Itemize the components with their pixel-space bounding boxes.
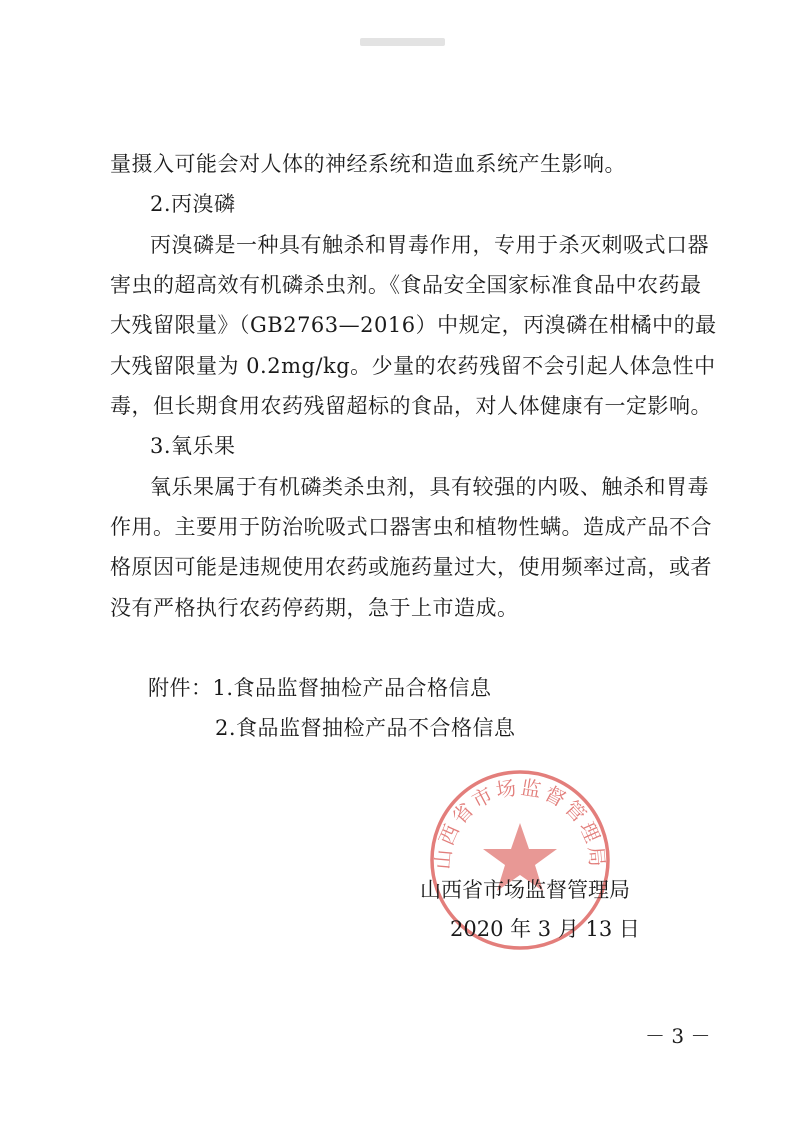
attachments-label: 附件： bbox=[148, 676, 213, 700]
paragraph-line: 害虫的超高效有机磷杀虫剂。《食品安全国家标准食品中农药最 bbox=[110, 273, 702, 297]
page-number: － 3 － bbox=[645, 1024, 711, 1048]
section-heading: 3.氧乐果 bbox=[150, 434, 236, 458]
paragraph-line: 作用。主要用于防治吮吸式口器害虫和植物性螨。造成产品不合 bbox=[110, 515, 712, 539]
paragraph-line: 没有严格执行农药停药期，急于上市造成。 bbox=[110, 596, 519, 620]
top-scan-mark bbox=[360, 38, 445, 46]
paragraph-line: 大残留限量为 0.2mg/kg。少量的农药残留不会引起人体急性中 bbox=[110, 354, 716, 378]
issuing-organization: 山西省市场监督管理局 bbox=[420, 878, 630, 902]
paragraph-line: 量摄入可能会对人体的神经系统和造血系统产生影响。 bbox=[110, 152, 626, 176]
seal-text: 山西省市场监督管理局 bbox=[430, 775, 610, 871]
attachment-item: 1.食品监督抽检产品合格信息 bbox=[212, 676, 492, 700]
paragraph-line: 大残留限量》（GB2763—2016）中规定，丙溴磷在柑橘中的最 bbox=[110, 313, 717, 337]
paragraph-line: 氧乐果属于有机磷类杀虫剂，具有较强的内吸、触杀和胃毒 bbox=[150, 475, 709, 499]
attachment-item: 2.食品监督抽检产品不合格信息 bbox=[215, 716, 516, 740]
paragraph-line: 毒，但长期食用农药残留超标的食品，对人体健康有一定影响。 bbox=[110, 394, 712, 418]
paragraph-line: 丙溴磷是一种具有触杀和胃毒作用，专用于杀灭刺吸式口器 bbox=[150, 233, 709, 257]
issue-date: 2020 年 3 月 13 日 bbox=[450, 917, 640, 941]
paragraph-line: 格原因可能是违规使用农药或施药量过大，使用频率过高，或者 bbox=[110, 555, 712, 579]
attachments-block bbox=[148, 674, 492, 702]
section-heading: 2.丙溴磷 bbox=[150, 192, 236, 216]
